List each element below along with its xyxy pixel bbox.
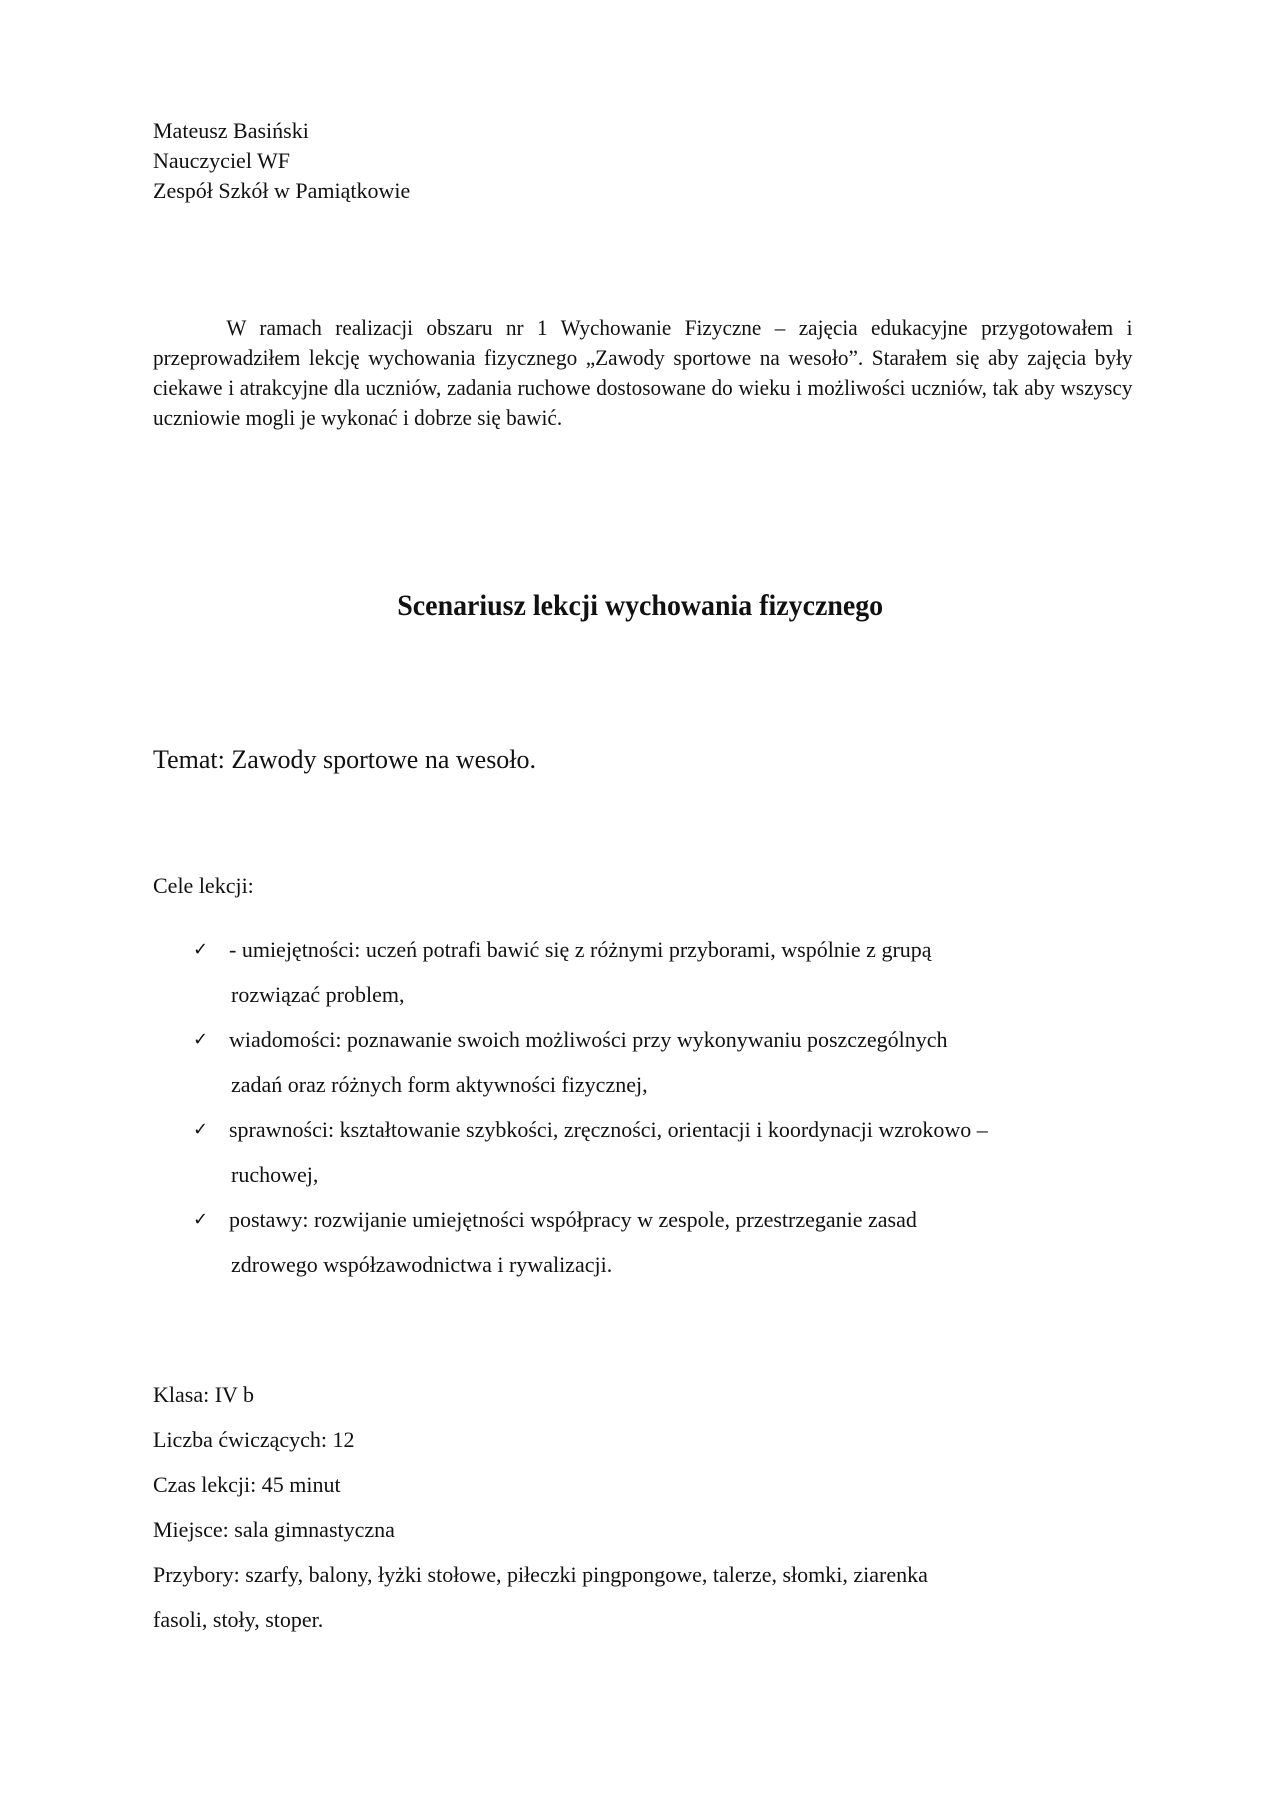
document-title-text: Scenariusz lekcji wychowania fizycznego (397, 589, 883, 622)
goal-line-2: zdrowego współzawodnictwa i rywalizacji. (231, 1252, 613, 1277)
author-name: Mateusz Basiński (153, 118, 309, 143)
goal-text (229, 1107, 1189, 1197)
info-equipment: Przybory: szarfy, balony, łyżki stołowe, piłeczki pingpongowe, talerze, słomki, ziarenka (153, 1562, 928, 1587)
info-duration: Czas lekcji: 45 minut (153, 1472, 341, 1497)
goal-line-2: zadań oraz różnych form aktywności fizycznej, (231, 1072, 648, 1097)
document-title (0, 588, 1280, 624)
goal-line-1: wiadomości: poznawanie swoich możliwości przy wykonywaniu poszczególnych (229, 1027, 948, 1052)
goal-text (229, 1197, 1189, 1287)
info-participants: Liczba ćwiczących: 12 (153, 1427, 355, 1452)
goal-line-1: postawy: rozwijanie umiejętności współpracy w zespole, przestrzeganie zasad (229, 1207, 917, 1232)
goal-text (229, 1017, 1189, 1107)
goals-label: Cele lekcji: (153, 873, 254, 898)
school-name: Zespół Szkół w Pamiątkowie (153, 178, 411, 203)
author-role: Nauczyciel WF (153, 148, 291, 173)
goal-text (229, 927, 1189, 1017)
goal-line-1: - umiejętności: uczeń potrafi bawić się z różnymi przyborami, wspólnie z grupą (229, 937, 932, 962)
goal-line-1: sprawności: kształtowanie szybkości, zręczności, orientacji i koordynacji wzrokowo – (229, 1117, 988, 1142)
info-class: Klasa: IV b (153, 1382, 255, 1407)
goal-line-2: ruchowej, (231, 1162, 319, 1187)
intro-paragraph: W ramach realizacji obszaru nr 1 Wychowanie Fizyczne – zajęcia edukacyjne przygotowałem i przeprowadziłem lekcję wychowania fizycznego „Zawody sportowe na wesoło”. Starałem się aby zajęcia były ciekawe i atrakcyjne dla uczniów, zadania ruchowe dostosowane do wieku i możliwości uczniów, tak aby wszyscy uczniowie mogli je wykonać i dobrze się bawić. (153, 315, 1133, 430)
check-mark-icon: ✓ (193, 939, 209, 960)
check-mark-icon: ✓ (193, 1119, 209, 1140)
goal-line-2: rozwiązać problem, (231, 982, 405, 1007)
lesson-topic: Temat: Zawody sportowe na wesoło. (153, 745, 537, 774)
check-mark-icon: ✓ (193, 1029, 209, 1050)
info-location: Miejsce: sala gimnastyczna (153, 1517, 395, 1542)
check-mark-icon: ✓ (193, 1209, 209, 1230)
info-equipment-cont: fasoli, stoły, stoper. (153, 1607, 324, 1632)
